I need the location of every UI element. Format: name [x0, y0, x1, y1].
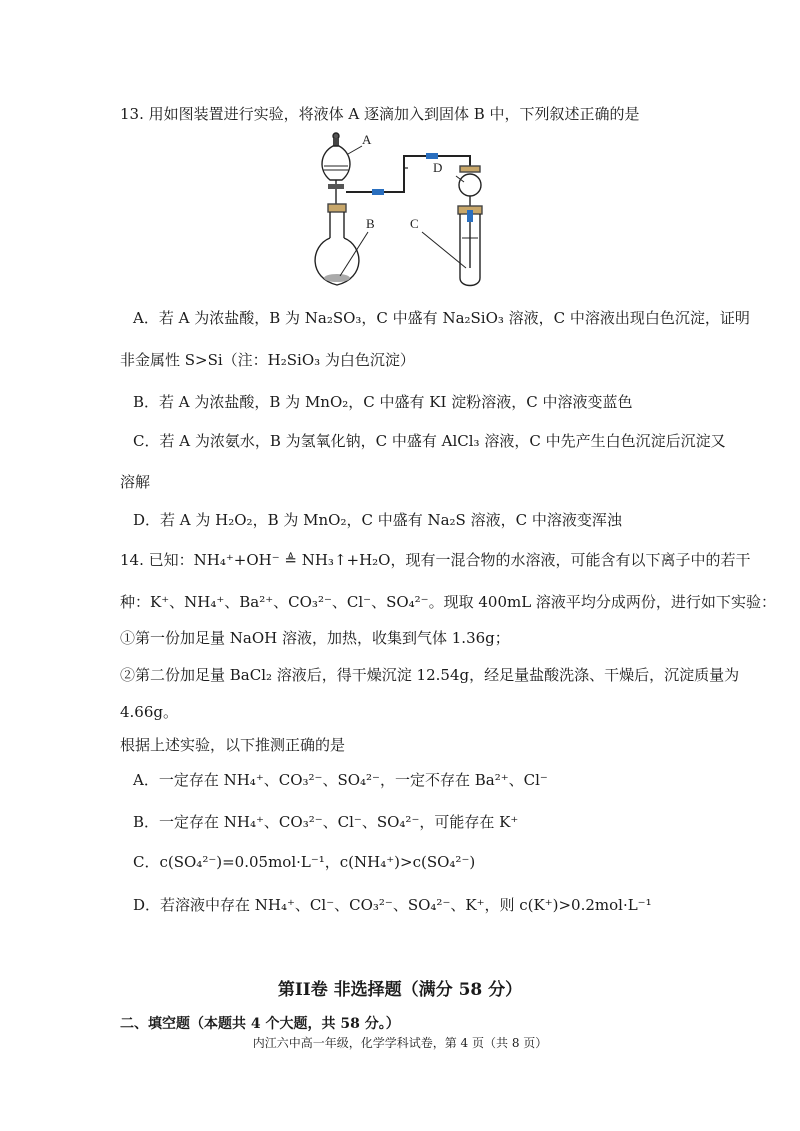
- label-c: C: [410, 216, 419, 231]
- q14-experiment-2-line1: ②第二份加足量 BaCl₂ 溶液后，得干燥沉淀 12.54g，经足量盐酸洗涤、干燥后，沉淀质量为: [120, 666, 740, 684]
- q13-option-a-line1: A．若 A 为浓盐酸，B 为 Na₂SO₃，C 中盛有 Na₂SiO₃ 溶液，C 中溶液出现白色沉淀，证明: [133, 309, 750, 327]
- label-a: A: [362, 132, 372, 147]
- q14-stem-line2: 种：K⁺、NH₄⁺、Ba²⁺、CO₃²⁻、Cl⁻、SO₄²⁻。现取 400mL 溶液平均分成两份，进行如下实验：: [120, 593, 776, 611]
- page-footer: 内江六中高一年级，化学学科试卷，第 4 页（共 8 页）: [252, 1036, 548, 1050]
- section-part-heading: 二、填空题（本题共 4 个大题，共 58 分。）: [120, 1016, 400, 1032]
- label-b: B: [366, 216, 375, 231]
- q14-experiment-1: ①第一份加足量 NaOH 溶液，加热，收集到气体 1.36g；: [120, 629, 510, 647]
- delivery-tube: [346, 153, 470, 195]
- q13-option-c-line2: 溶解: [120, 473, 151, 491]
- q14-option-d: D．若溶液中存在 NH₄⁺、Cl⁻、CO₃²⁻、SO₄²⁻、K⁺，则 c(K⁺)>0.2mol·L⁻¹: [133, 896, 652, 914]
- q13-option-b: B．若 A 为浓盐酸，B 为 MnO₂，C 中盛有 KI 淀粉溶液，C 中溶液变蓝色: [133, 393, 633, 411]
- flask-b: [315, 204, 359, 285]
- separatory-funnel: [322, 133, 350, 208]
- q13-option-d: D．若 A 为 H₂O₂，B 为 MnO₂，C 中盛有 Na₂S 溶液，C 中溶液变浑浊: [133, 511, 622, 529]
- label-d: D: [433, 160, 443, 175]
- q14-option-c: C．c(SO₄²⁻)=0.05mol·L⁻¹，c(NH₄⁺)>c(SO₄²⁻): [133, 853, 476, 871]
- q14-option-a: A．一定存在 NH₄⁺、CO₃²⁻、SO₄²⁻，一定不存在 Ba²⁺、Cl⁻: [133, 771, 548, 789]
- q13-stem: 13. 用如图装置进行实验，将液体 A 逐滴加入到固体 B 中，下列叙述正确的是: [120, 105, 640, 123]
- apparatus-diagram: [300, 128, 520, 293]
- section-title: 第II卷 非选择题（满分 58 分）: [277, 980, 523, 1000]
- q14-stem-line1: 14. 已知：NH₄⁺+OH⁻ ≜ NH₃↑+H₂O，现有一混合物的水溶液，可能含有以下离子中的若干: [120, 551, 751, 569]
- q13-option-c-line1: C．若 A 为浓氨水，B 为氢氧化钠，C 中盛有 AlCl₃ 溶液，C 中先产生白色沉淀后沉淀又: [133, 432, 726, 450]
- test-tube-c: [458, 206, 482, 286]
- q13-option-a-line2: 非金属性 S>Si（注：H₂SiO₃ 为白色沉淀）: [120, 351, 415, 369]
- q14-option-b: B．一定存在 NH₄⁺、CO₃²⁻、Cl⁻、SO₄²⁻，可能存在 K⁺: [133, 813, 519, 831]
- q14-experiment-2-line2: 4.66g。: [120, 703, 179, 721]
- q14-question: 根据上述实验，以下推测正确的是: [120, 736, 346, 754]
